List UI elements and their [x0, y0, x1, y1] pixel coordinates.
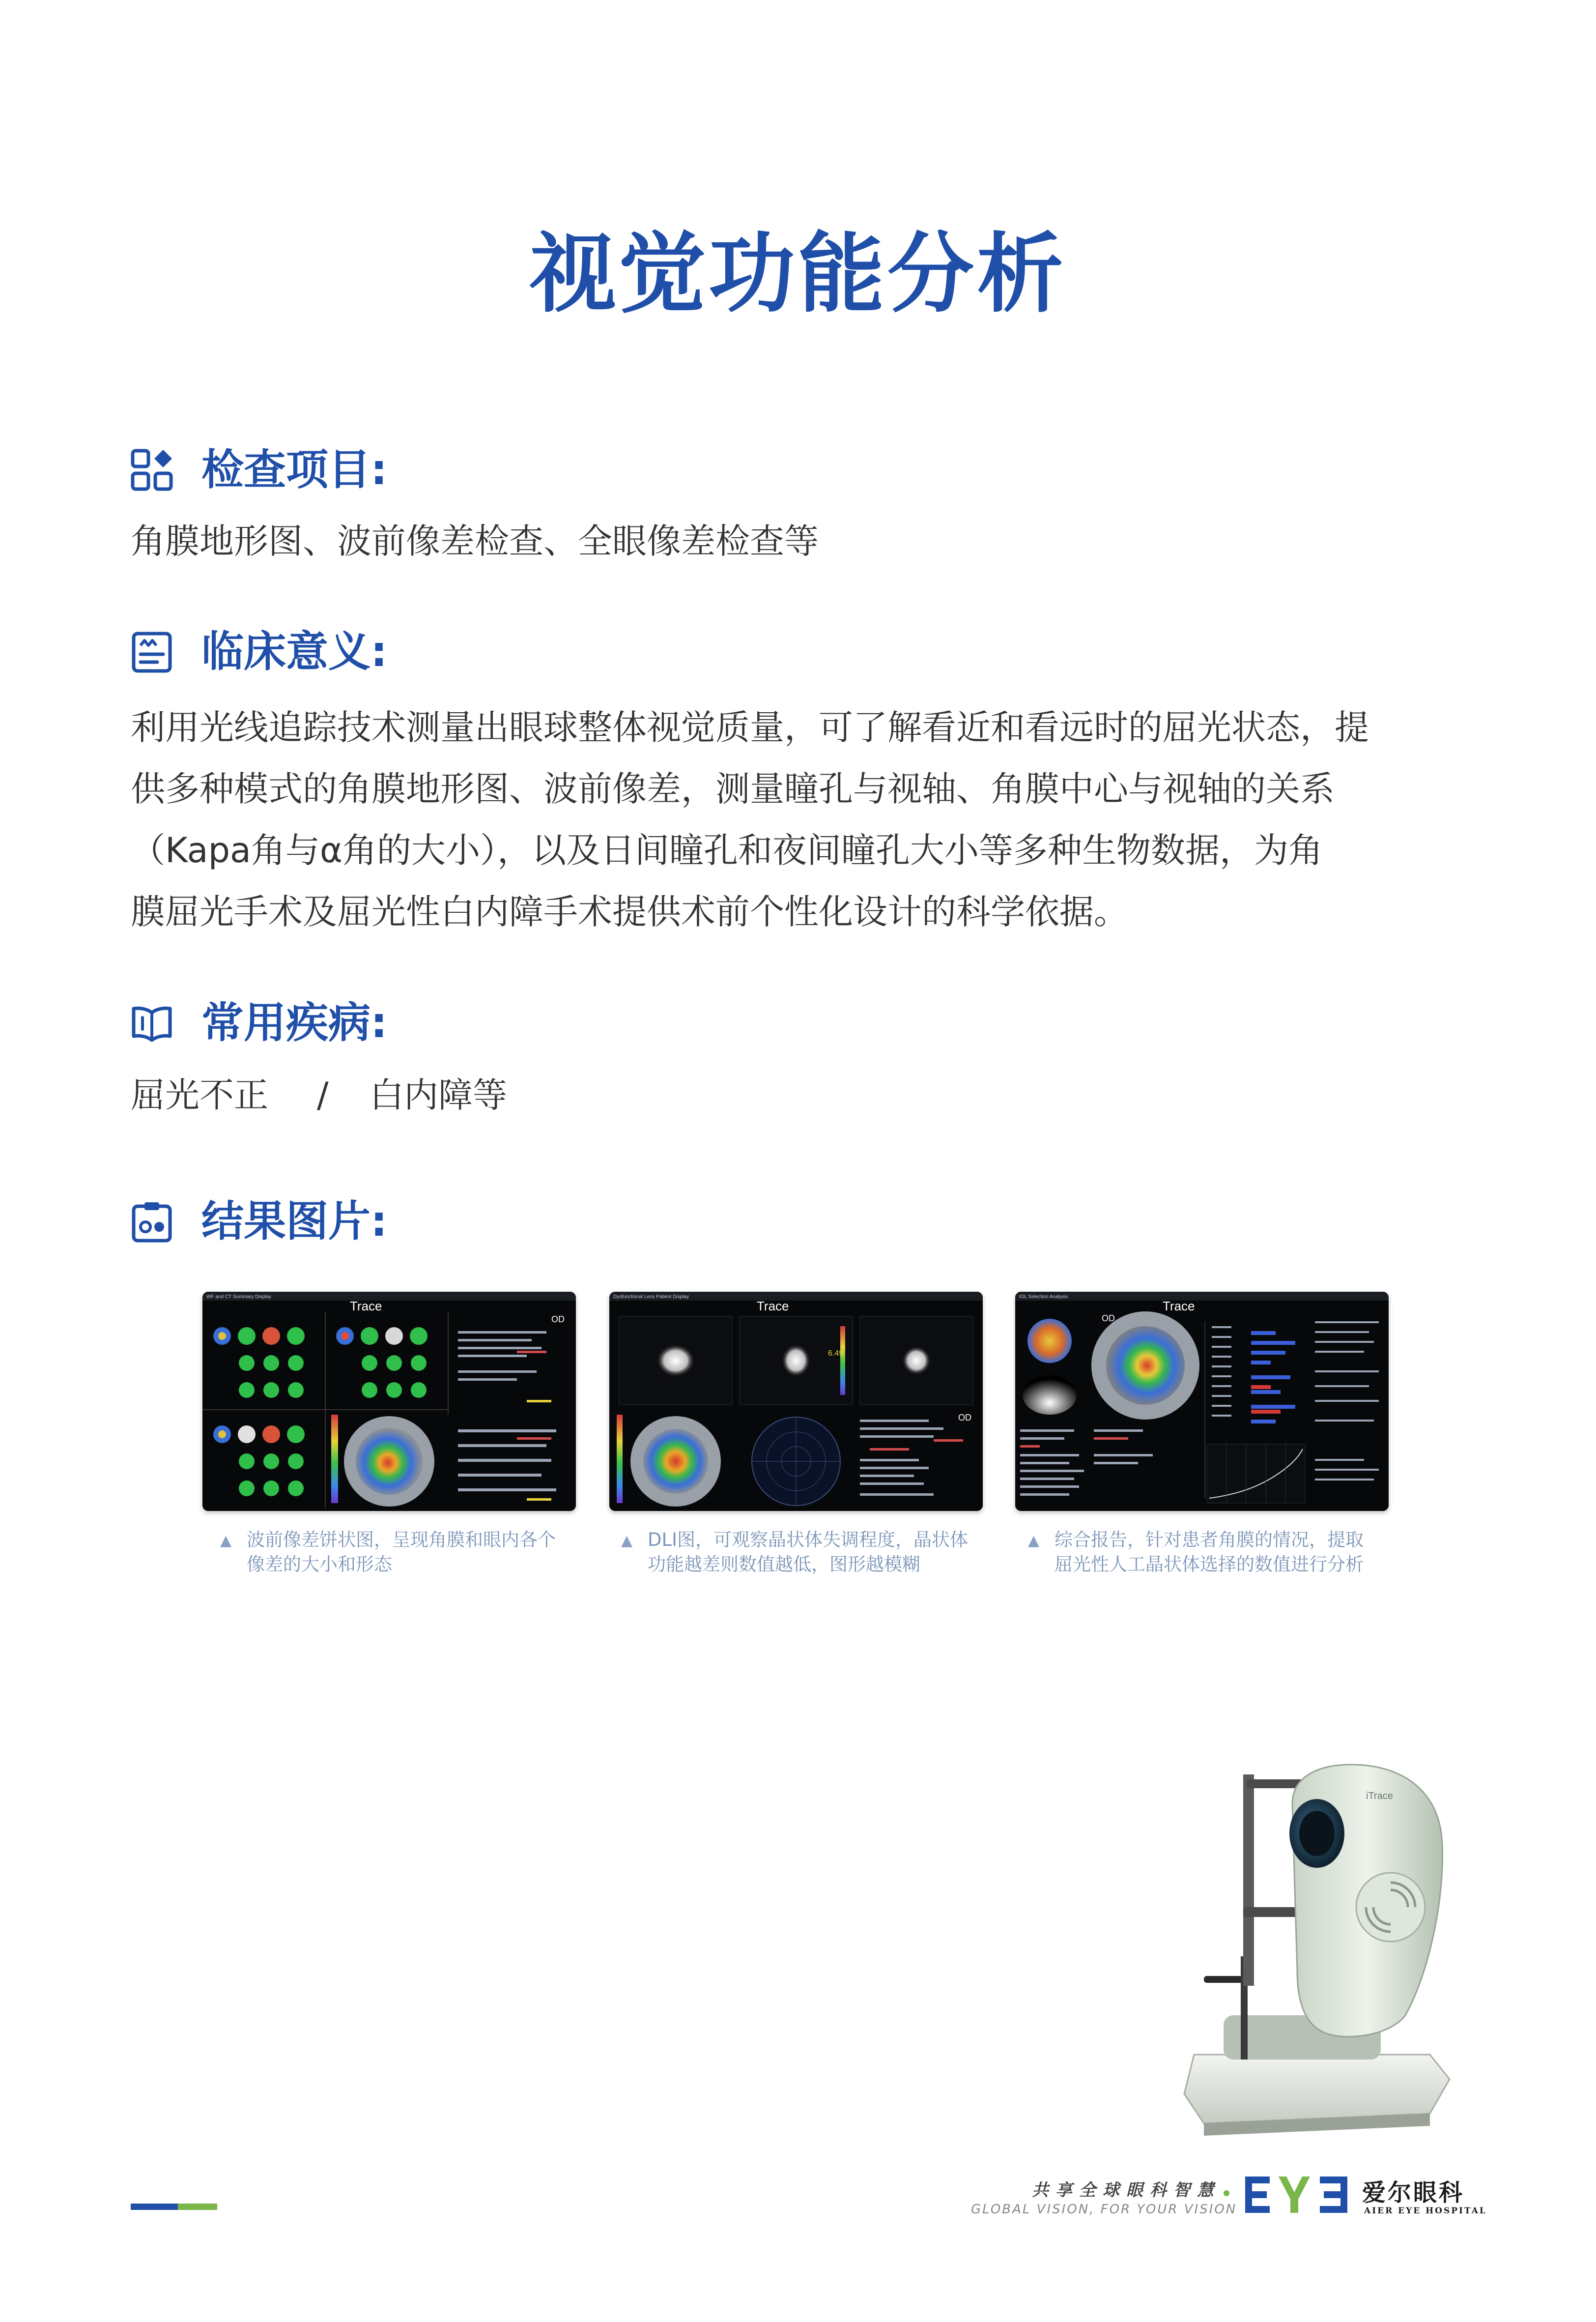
caption-dli	[621, 1528, 992, 1577]
caption-line: 波前像差饼状图，呈现角膜和眼内各个	[247, 1529, 556, 1550]
eye-label: OD	[551, 1314, 565, 1324]
page-title: 视觉功能分析	[529, 224, 1066, 324]
triangle-up-icon: ▲	[1028, 1532, 1040, 1549]
footer-bar-green	[178, 2204, 217, 2210]
caption-line: 综合报告，针对患者角膜的情况，提取	[1054, 1529, 1364, 1550]
footer-logo-cn: 爱尔眼科	[1362, 2179, 1465, 2206]
book-icon	[131, 1002, 173, 1044]
section-heading-exam: 检查项目:	[201, 445, 388, 494]
brand-logo-text: Trace	[350, 1299, 382, 1313]
clinical-paragraph	[131, 697, 1467, 943]
clipboard-icon	[131, 1200, 173, 1243]
report-icon	[131, 631, 173, 673]
triangle-up-icon: ▲	[220, 1532, 232, 1549]
clinical-line: （Kapa角与α角的大小），以及日间瞳孔和夜间瞳孔大小等多种生物数据，为角	[131, 830, 1323, 871]
result-image-dli	[609, 1292, 983, 1511]
image-header-text: Dysfunctional Lens Patient Display	[613, 1294, 689, 1300]
triangle-up-icon: ▲	[621, 1532, 633, 1549]
brand-logo-text: Trace	[1163, 1299, 1195, 1313]
result-image-iol	[1015, 1292, 1389, 1511]
disease-item-refractive: 屈光不正	[131, 1075, 268, 1115]
image-header-text: WF and CT Summary Display	[206, 1294, 272, 1300]
caption-line: 像差的大小和形态	[247, 1554, 392, 1575]
clinical-line: 供多种模式的角膜地形图、波前像差，测量瞳孔与视轴、角膜中心与视轴的关系	[131, 769, 1335, 809]
caption-wavefront	[220, 1528, 591, 1577]
section-heading-results: 结果图片:	[201, 1197, 388, 1246]
caption-line: 功能越差则数值越低，图形越模糊	[648, 1554, 920, 1575]
footer-slogan-cn: 共享全球眼科智慧	[1032, 2180, 1221, 2200]
result-image-wavefront	[202, 1292, 576, 1511]
brand-logo-text: Trace	[757, 1299, 789, 1313]
itrace-device-image	[1174, 1760, 1459, 2143]
exam-items-text: 角膜地形图、波前像差检查、全眼像差检查等	[131, 521, 819, 561]
grid-icon	[131, 449, 173, 491]
eye-label: OD	[1102, 1313, 1115, 1323]
footer-dot	[1224, 2190, 1229, 2196]
footer-bar-blue	[131, 2204, 178, 2210]
dli-value: 6.49	[828, 1349, 844, 1358]
section-heading-disease: 常用疾病:	[201, 998, 388, 1047]
clinical-line: 膜屈光手术及屈光性白内障手术提供术前个性化设计的科学依据。	[131, 892, 1128, 932]
device-label: iTrace	[1366, 1791, 1393, 1801]
image-header-text: IOL Selection Analysis	[1019, 1294, 1068, 1300]
footer-logo-en: AIER EYE HOSPITAL	[1364, 2206, 1487, 2216]
eye-logo-mark	[1243, 2173, 1351, 2219]
eye-label: OD	[958, 1413, 971, 1422]
caption-line: 屈光性人工晶状体选择的数值进行分析	[1054, 1554, 1364, 1575]
caption-line: DLI图，可观察晶状体失调程度，晶状体	[648, 1529, 969, 1550]
disease-item-cataract: 白内障等	[370, 1075, 507, 1115]
clinical-line: 利用光线追踪技术测量出眼球整体视觉质量，可了解看近和看远时的屈光状态，提	[131, 707, 1369, 748]
disease-separator: /	[317, 1075, 329, 1115]
footer-slogan-en: GLOBAL VISION, FOR YOUR VISION	[971, 2202, 1237, 2217]
section-heading-clinical: 临床意义:	[201, 627, 388, 676]
caption-iol	[1028, 1528, 1398, 1577]
